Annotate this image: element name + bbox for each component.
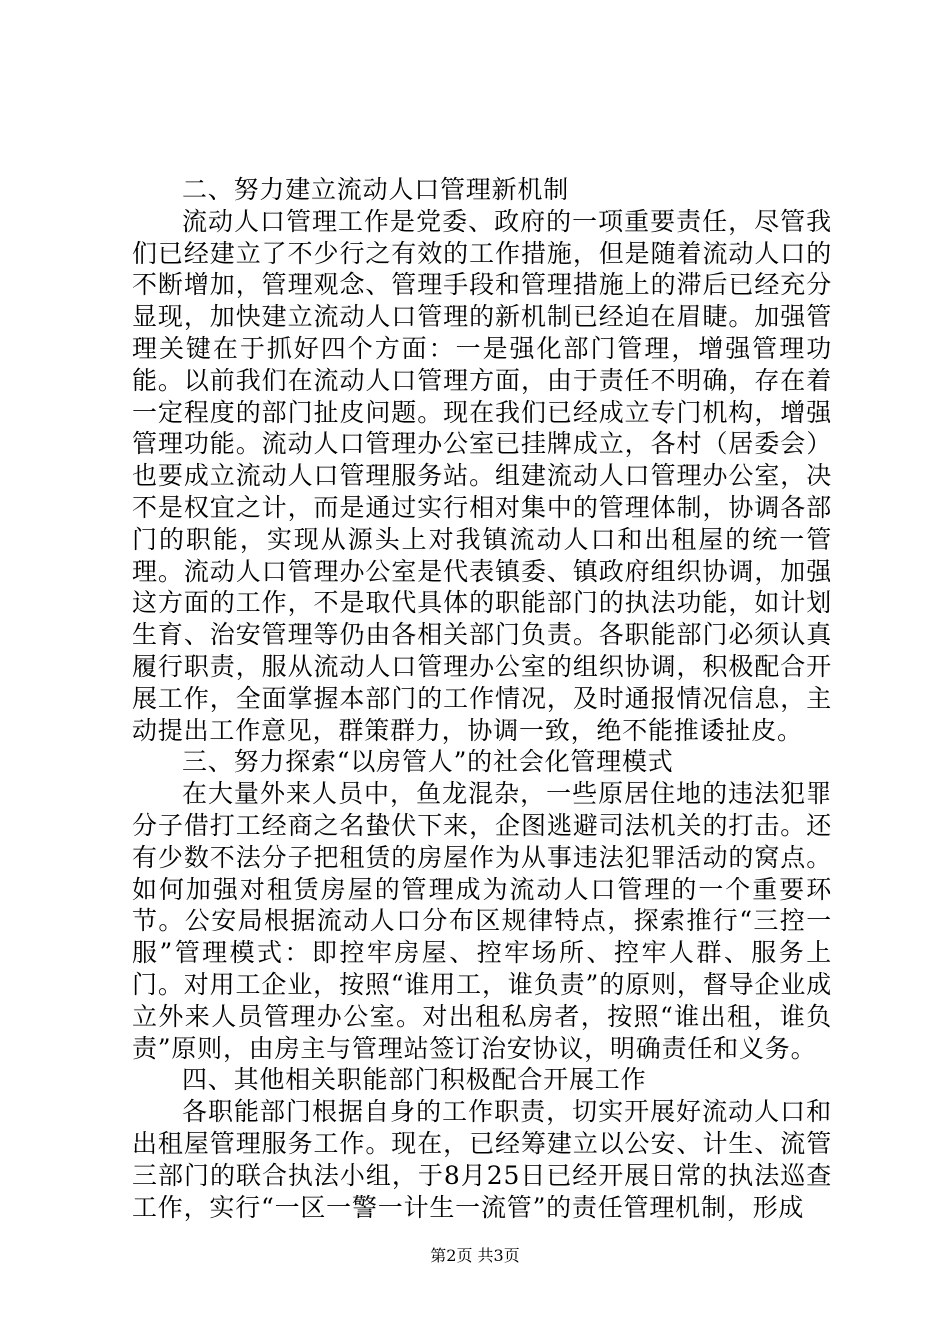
document-body [132,174,832,1223]
page-footer: 第2页 共3页 [430,1246,520,1265]
section-paragraph-2: 流动人口管理工作是党委、政府的一项重要责任，尽管我们已经建立了不少行之有效的工作措施，但是随着流动人口的不断增加，管理观念、管理手段和管理措施上的滞后已经充分显现，加快建立流动人口管理的新机制已经迫在眉睫。加强管理关键在于抓好四个方面：一是强化部门管理，增强管理功能。以前我们在流动人口管理方面，由于责任不明确，存在着一定程度的部门扯皮问题。现在我们已经成立专门机构，增强管理功能。流动人口管理办公室已挂牌成立，各村（居委会）也要成立流动人口管理服务站。组建流动人口管理办公室，决不是权宜之计，而是通过实行相对集中的管理体制，协调各部门的职能，实现从源头上对我镇流动人口和出租屋的统一管理。流动人口管理办公室是代表镇委、镇政府组织协调，加强这方面的工作，不是取代具体的职能部门的执法功能，如计划生育、治安管理等仍由各相关部门负责。各职能部门必须认真履行职责，服从流动人口管理办公室的组织协调，积极配合开展工作，全面掌握本部门的工作情况，及时通报情况信息，主动提出工作意见，群策群力，协调一致，绝不能推诿扯皮。 [132,206,832,745]
section-paragraph-3: 在大量外来人员中，鱼龙混杂，一些原居住地的违法犯罪分子借打工经商之名蛰伏下来，企图逃避司法机关的打击。还有少数不法分子把租赁的房屋作为从事违法犯罪活动的窝点。如何加强对租赁房屋的管理成为流动人口管理的一个重要环节。公安局根据流动人口分布区规律特点，探索推行“三控一服”管理模式：即控牢房屋、控牢场所、控牢人群、服务上门。对用工企业，按照“谁用工，谁负责”的原则，督导企业成立外来人员管理办公室。对出租私房者，按照“谁出租，谁负责”原则，由房主与管理站签订治安协议，明确责任和义务。 [132,779,832,1063]
section-paragraph-4: 各职能部门根据自身的工作职责，切实开展好流动人口和出租屋管理服务工作。现在，已经筹建立以公安、计生、流管三部门的联合执法小组，于8月25日已经开展日常的执法巡查工作，实行“一区一警一计生一流管”的责任管理机制，形成 [132,1097,832,1222]
section-heading-3: 三、努力探索“以房管人”的社会化管理模式 [182,747,674,777]
section-heading-4: 四、其他相关职能部门积极配合开展工作 [182,1065,647,1095]
section-heading-2: 二、努力建立流动人口管理新机制 [182,175,570,204]
